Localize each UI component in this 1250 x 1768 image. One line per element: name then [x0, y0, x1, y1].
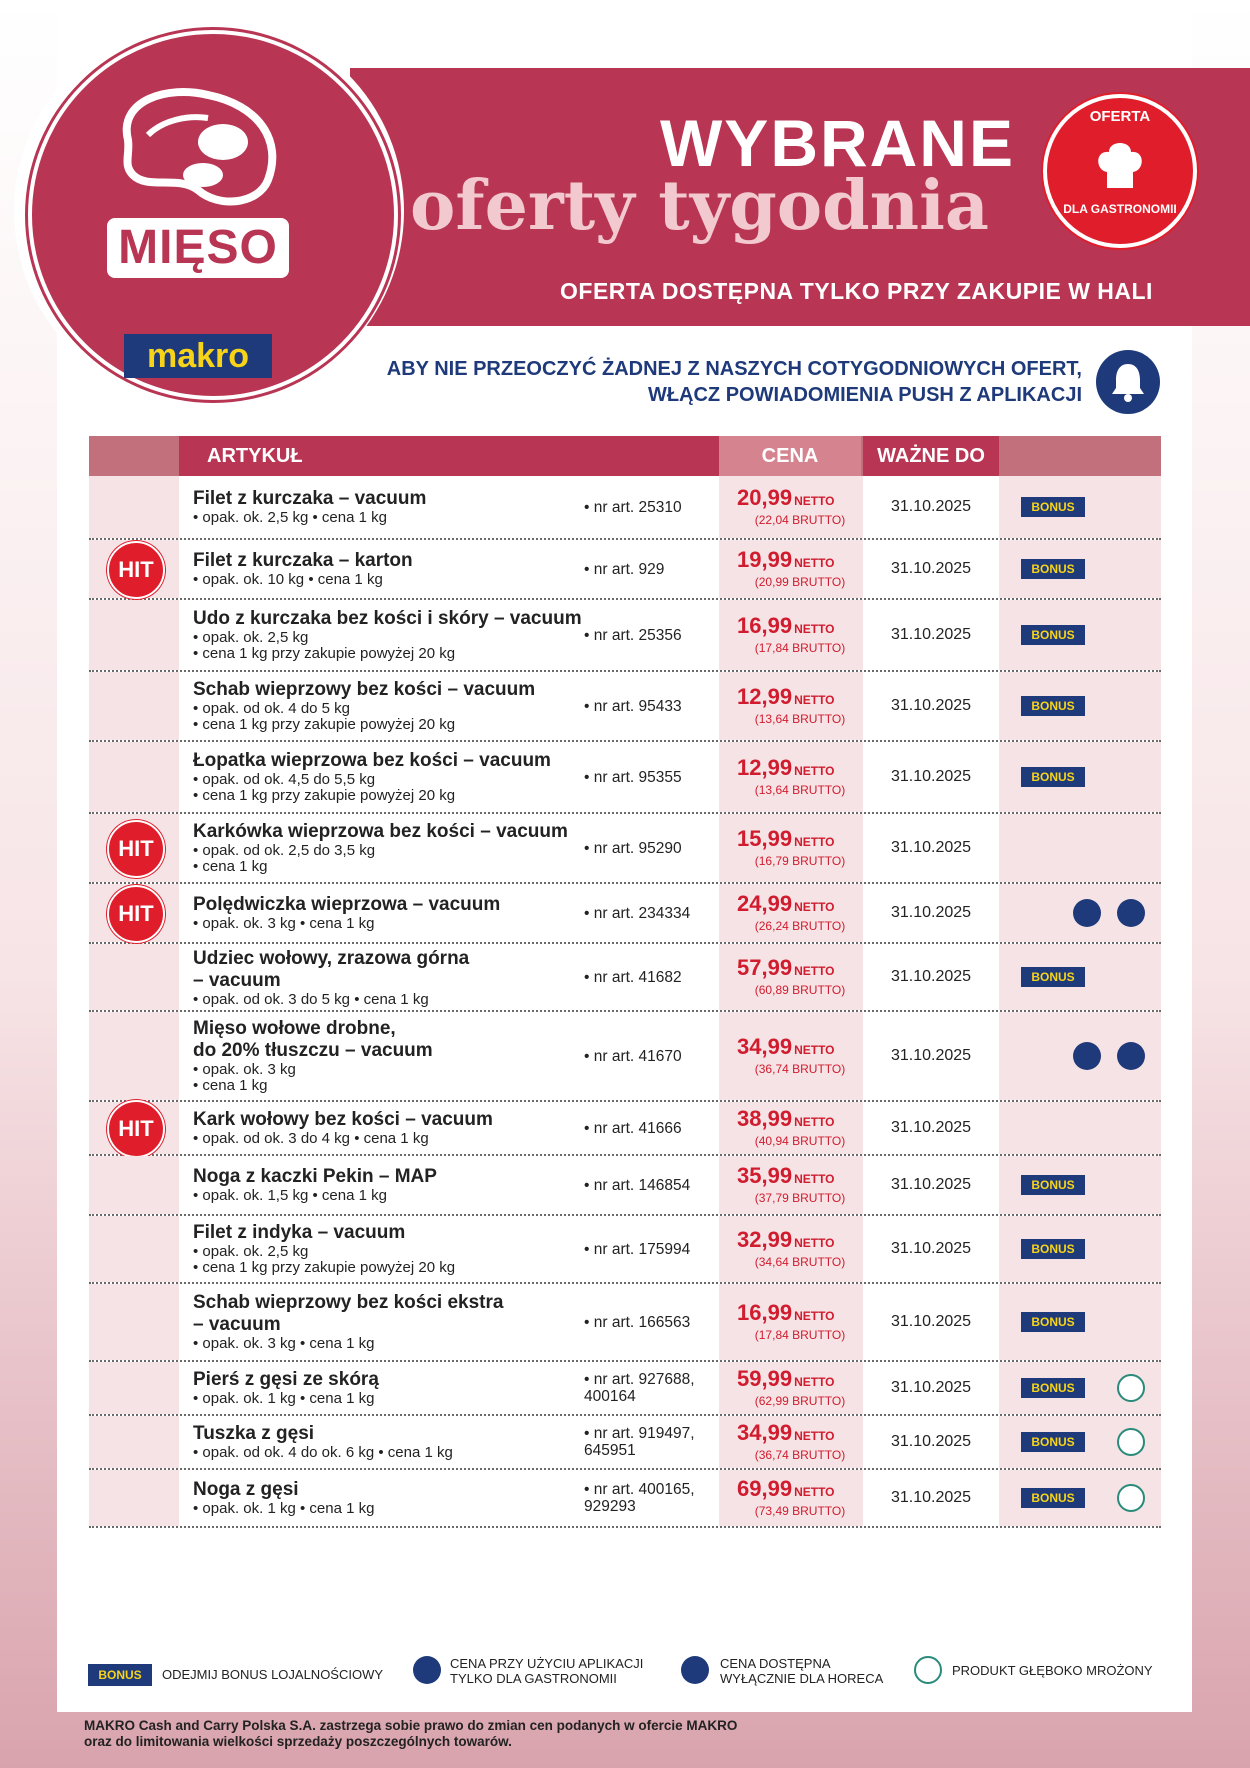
col-header-article: ARTYKUŁ	[179, 436, 719, 476]
valid-date: 31.10.2025	[890, 498, 972, 515]
product-detail: • opak. od ok. 4 do ok. 6 kg • cena 1 kg	[193, 1444, 453, 1461]
legend-app-line2: TYLKO DLA GASTRONOMII	[450, 1671, 617, 1686]
price-brutto: (36,74 BRUTTO)	[754, 1062, 846, 1076]
price-netto	[737, 1476, 867, 1502]
bonus-badge: BONUS	[1021, 967, 1085, 987]
table-row	[89, 1416, 1161, 1470]
meat-icon	[108, 80, 288, 210]
price-netto	[737, 547, 867, 573]
app-icon	[1073, 899, 1101, 927]
product-name: Filet z indyka – vacuum	[193, 1222, 406, 1243]
article-number: • nr art. 919497,	[584, 1425, 695, 1442]
price-brutto: (17,84 BRUTTO)	[754, 1328, 846, 1342]
table-row	[89, 944, 1161, 1012]
cell-bonus	[999, 1102, 1161, 1154]
product-detail-2: • cena 1 kg	[193, 1077, 268, 1094]
snowflake-icon	[1117, 1484, 1145, 1512]
title-line1: WYBRANE	[660, 106, 1015, 180]
valid-date: 31.10.2025	[890, 1379, 972, 1396]
hit-badge: HIT	[107, 885, 165, 943]
price-netto-value: 24,99	[737, 891, 793, 916]
cell-hit	[89, 944, 179, 1010]
legend-horeca-text	[720, 1656, 883, 1686]
price-netto	[737, 1106, 867, 1132]
product-name: Polędwiczka wieprzowa – vacuum	[193, 894, 501, 915]
price-netto	[737, 755, 867, 781]
netto-label: NETTO	[794, 1485, 835, 1499]
product-name: Filet z kurczaka – karton	[193, 550, 413, 571]
legend	[88, 1652, 1168, 1692]
article-number: • nr art. 95355	[584, 768, 682, 786]
product-name-line2: – vacuum	[193, 1314, 281, 1335]
price-netto-value: 69,99	[737, 1476, 793, 1501]
product-name: Noga z gęsi	[193, 1479, 299, 1500]
table-row	[89, 672, 1161, 742]
product-name: Kark wołowy bez kości – vacuum	[193, 1109, 493, 1130]
makro-logo: makro	[124, 334, 272, 378]
push-notice-line2: WŁĄCZ POWIADOMIENIA PUSH Z APLIKACJI	[647, 384, 1082, 406]
article-number: • nr art. 41682	[584, 968, 682, 986]
price-brutto: (16,79 BRUTTO)	[754, 854, 846, 868]
cell-hit	[89, 1362, 179, 1414]
price-brutto: (13,64 BRUTTO)	[754, 783, 846, 797]
netto-label: NETTO	[794, 556, 835, 570]
price-netto	[737, 1163, 867, 1189]
horeca-icon	[1117, 899, 1145, 927]
legend-app-text	[450, 1656, 643, 1686]
price-netto	[737, 826, 867, 852]
valid-date: 31.10.2025	[890, 904, 972, 921]
valid-date: 31.10.2025	[890, 839, 972, 856]
cell-hit	[89, 1012, 179, 1100]
bonus-badge: BONUS	[1021, 497, 1085, 517]
price-brutto: (62,99 BRUTTO)	[754, 1394, 846, 1408]
hit-badge: HIT	[107, 820, 165, 878]
table-row	[89, 476, 1161, 540]
legend-frozen-text: PRODUKT GŁĘBOKO MROŻONY	[952, 1663, 1153, 1678]
cell-hit	[89, 1156, 179, 1214]
valid-date: 31.10.2025	[890, 1240, 972, 1257]
article-number: • nr art. 95290	[584, 839, 682, 857]
product-detail: • opak. ok. 3 kg	[193, 1061, 296, 1078]
article-number: • nr art. 166563	[584, 1313, 691, 1331]
legend-horeca-line2: WYŁĄCZNIE DLA HORECA	[720, 1671, 884, 1686]
price-brutto: (73,49 BRUTTO)	[754, 1504, 846, 1518]
product-detail: • opak. od ok. 4,5 do 5,5 kg	[193, 771, 376, 788]
table-row	[89, 1470, 1161, 1528]
title-line2: oferty tygodnia	[410, 166, 989, 246]
article-number-2: 929293	[584, 1498, 636, 1515]
product-detail: • opak. ok. 3 kg • cena 1 kg	[193, 915, 375, 932]
push-notice-line1: ABY NIE PRZEOCZYĆ ŻADNEJ Z NASZYCH COTYGODNIOWYCH OFERT,	[386, 358, 1082, 380]
article-number: • nr art. 929	[584, 560, 665, 578]
price-brutto: (26,24 BRUTTO)	[754, 919, 846, 933]
price-netto-value: 19,99	[737, 547, 793, 572]
price-netto-value: 35,99	[737, 1163, 793, 1188]
category-label: MIĘSO	[107, 218, 289, 278]
legend-horeca-line1: CENA DOSTĘPNA	[720, 1656, 831, 1671]
col-header-valid: WAŻNE DO	[863, 436, 999, 476]
table-row	[89, 742, 1161, 814]
legend-bonus-badge: BONUS	[88, 1664, 152, 1686]
price-netto-value: 12,99	[737, 755, 793, 780]
bonus-badge: BONUS	[1021, 1239, 1085, 1259]
cell-bonus	[999, 814, 1161, 882]
app-icon	[1073, 1042, 1101, 1070]
product-name: Karkówka wieprzowa bez kości – vacuum	[193, 821, 568, 842]
product-detail: • opak. ok. 10 kg • cena 1 kg	[193, 571, 383, 588]
snowflake-icon	[914, 1656, 942, 1684]
price-brutto: (22,04 BRUTTO)	[754, 513, 846, 527]
bell-icon[interactable]	[1096, 350, 1160, 414]
horeca-icon	[1117, 1042, 1145, 1070]
product-name: Pierś z gęsi ze skórą	[193, 1369, 379, 1390]
price-netto	[737, 955, 867, 981]
price-netto-value: 38,99	[737, 1106, 793, 1131]
valid-date: 31.10.2025	[890, 968, 972, 985]
bonus-badge: BONUS	[1021, 1175, 1085, 1195]
table-row	[89, 540, 1161, 600]
bonus-badge: BONUS	[1021, 696, 1085, 716]
article-number: • nr art. 175994	[584, 1240, 691, 1258]
product-detail: • opak. ok. 2,5 kg	[193, 629, 309, 646]
push-notice	[300, 356, 1082, 408]
bonus-badge: BONUS	[1021, 1378, 1085, 1398]
price-netto	[737, 1034, 867, 1060]
price-netto-value: 57,99	[737, 955, 793, 980]
price-brutto: (34,64 BRUTTO)	[754, 1255, 846, 1269]
cell-hit	[89, 672, 179, 740]
price-brutto: (60,89 BRUTTO)	[754, 983, 846, 997]
product-name-line2: – vacuum	[193, 970, 281, 991]
price-brutto: (36,74 BRUTTO)	[754, 1448, 846, 1462]
bonus-badge: BONUS	[1021, 1432, 1085, 1452]
price-netto-value: 20,99	[737, 485, 793, 510]
valid-date: 31.10.2025	[890, 560, 972, 577]
gastronomy-badge-top: OFERTA	[1089, 108, 1151, 125]
netto-label: NETTO	[794, 1375, 835, 1389]
valid-date: 31.10.2025	[890, 1119, 972, 1136]
product-detail-2: • cena 1 kg przy zakupie powyżej 20 kg	[193, 716, 456, 733]
product-detail: • opak. od ok. 2,5 do 3,5 kg	[193, 842, 376, 859]
table-row	[89, 1156, 1161, 1216]
table-row	[89, 1284, 1161, 1362]
netto-label: NETTO	[794, 1043, 835, 1057]
netto-label: NETTO	[794, 900, 835, 914]
valid-date: 31.10.2025	[890, 1047, 972, 1064]
product-detail: • opak. ok. 2,5 kg	[193, 1243, 309, 1260]
valid-date: 31.10.2025	[890, 1433, 972, 1450]
product-detail: • opak. od ok. 3 do 4 kg • cena 1 kg	[193, 1130, 429, 1147]
snowflake-icon	[1117, 1428, 1145, 1456]
snowflake-icon	[1117, 1374, 1145, 1402]
table-row	[89, 1102, 1161, 1156]
table-row	[89, 884, 1161, 944]
valid-date: 31.10.2025	[890, 697, 972, 714]
bonus-badge: BONUS	[1021, 625, 1085, 645]
legend-app-line1: CENA PRZY UŻYCIU APLIKACJI	[450, 1656, 644, 1671]
price-netto-value: 34,99	[737, 1420, 793, 1445]
article-number: • nr art. 41666	[584, 1119, 682, 1137]
offer-table	[89, 436, 1161, 1528]
netto-label: NETTO	[794, 1429, 835, 1443]
table-row	[89, 1012, 1161, 1102]
valid-date: 31.10.2025	[890, 626, 972, 643]
gastronomy-badge-bottom: DLA GASTRONOMII	[1063, 202, 1177, 216]
bonus-badge: BONUS	[1021, 1488, 1085, 1508]
product-detail-2: • cena 1 kg	[193, 858, 268, 875]
price-netto-value: 15,99	[737, 826, 793, 851]
cell-hit	[89, 1470, 179, 1526]
netto-label: NETTO	[794, 1115, 835, 1129]
table-body	[89, 476, 1161, 1528]
product-detail: • opak. ok. 1 kg • cena 1 kg	[193, 1390, 375, 1407]
price-netto	[737, 1420, 867, 1446]
product-detail: • opak. od ok. 4 do 5 kg	[193, 700, 351, 717]
horeca-icon	[681, 1656, 709, 1684]
price-netto	[737, 485, 867, 511]
table-row	[89, 1216, 1161, 1284]
price-netto	[737, 613, 867, 639]
product-detail: • opak. od ok. 3 do 5 kg • cena 1 kg	[193, 991, 429, 1008]
bonus-badge: BONUS	[1021, 559, 1085, 579]
product-name: Mięso wołowe drobne,	[193, 1018, 396, 1039]
price-brutto: (13,64 BRUTTO)	[754, 712, 846, 726]
article-number-2: 400164	[584, 1388, 636, 1405]
article-number: • nr art. 146854	[584, 1176, 691, 1194]
price-netto	[737, 1227, 867, 1253]
table-row	[89, 814, 1161, 884]
table-row	[89, 1362, 1161, 1416]
article-number-2: 645951	[584, 1442, 636, 1459]
netto-label: NETTO	[794, 964, 835, 978]
table-header	[89, 436, 1161, 476]
netto-label: NETTO	[794, 1172, 835, 1186]
product-name: Schab wieprzowy bez kości ekstra	[193, 1292, 504, 1313]
product-name: Tuszka z gęsi	[193, 1423, 315, 1444]
cell-hit	[89, 742, 179, 812]
disclaimer-line1: MAKRO Cash and Carry Polska S.A. zastrzega sobie prawo do zmian cen podanych w ofercie MAKRO	[84, 1718, 738, 1733]
product-name: Noga z kaczki Pekin – MAP	[193, 1166, 437, 1187]
article-number: • nr art. 927688,	[584, 1371, 695, 1388]
product-detail: • opak. ok. 1 kg • cena 1 kg	[193, 1500, 375, 1517]
price-brutto: (20,99 BRUTTO)	[754, 575, 846, 589]
price-netto-value: 59,99	[737, 1366, 793, 1391]
article-number: • nr art. 234334	[584, 904, 691, 922]
disclaimer-line2: oraz do limitowania wielkości sprzedaży poszczególnych towarów.	[84, 1734, 512, 1749]
hit-badge: HIT	[107, 1100, 165, 1158]
article-number: • nr art. 400165,	[584, 1481, 695, 1498]
cell-hit	[89, 476, 179, 538]
price-brutto: (17,84 BRUTTO)	[754, 641, 846, 655]
article-number: • nr art. 95433	[584, 697, 682, 715]
price-netto	[737, 1300, 867, 1326]
gastronomy-badge	[1043, 94, 1197, 248]
price-netto-value: 34,99	[737, 1034, 793, 1059]
price-netto	[737, 684, 867, 710]
cell-hit	[89, 1284, 179, 1360]
product-detail-2: • cena 1 kg przy zakupie powyżej 20 kg	[193, 645, 456, 662]
disclaimer	[84, 1718, 737, 1750]
cell-hit	[89, 1416, 179, 1468]
netto-label: NETTO	[794, 494, 835, 508]
price-brutto: (40,94 BRUTTO)	[754, 1134, 846, 1148]
product-name: Schab wieprzowy bez kości – vacuum	[193, 679, 536, 700]
product-detail: • opak. ok. 1,5 kg • cena 1 kg	[193, 1187, 387, 1204]
hit-badge: HIT	[107, 541, 165, 599]
price-netto-value: 16,99	[737, 613, 793, 638]
netto-label: NETTO	[794, 693, 835, 707]
netto-label: NETTO	[794, 764, 835, 778]
product-name-line2: do 20% tłuszczu – vacuum	[193, 1040, 433, 1061]
article-number: • nr art. 25310	[584, 498, 682, 516]
price-netto	[737, 891, 867, 917]
price-netto-value: 16,99	[737, 1300, 793, 1325]
netto-label: NETTO	[794, 1236, 835, 1250]
cell-hit	[89, 1216, 179, 1282]
product-detail: • opak. ok. 2,5 kg • cena 1 kg	[193, 509, 387, 526]
product-detail: • opak. ok. 3 kg • cena 1 kg	[193, 1335, 375, 1352]
bonus-badge: BONUS	[1021, 767, 1085, 787]
netto-label: NETTO	[794, 1309, 835, 1323]
legend-bonus-text: ODEJMIJ BONUS LOJALNOŚCIOWY	[162, 1667, 384, 1682]
chef-hat-icon	[1095, 136, 1145, 196]
article-number: • nr art. 25356	[584, 626, 682, 644]
article-number: • nr art. 41670	[584, 1047, 682, 1065]
valid-date: 31.10.2025	[890, 768, 972, 785]
product-name: Filet z kurczaka – vacuum	[193, 488, 427, 509]
bonus-badge: BONUS	[1021, 1312, 1085, 1332]
header-subtitle: OFERTA DOSTĘPNA TYLKO PRZY ZAKUPIE W HALI	[560, 278, 1153, 304]
app-icon	[413, 1656, 441, 1684]
cell-hit	[89, 600, 179, 670]
valid-date: 31.10.2025	[890, 1176, 972, 1193]
product-detail-2: • cena 1 kg przy zakupie powyżej 20 kg	[193, 1259, 456, 1276]
netto-label: NETTO	[794, 622, 835, 636]
product-name: Udo z kurczaka bez kości i skóry – vacuum	[193, 608, 582, 629]
table-row	[89, 600, 1161, 672]
price-netto-value: 32,99	[737, 1227, 793, 1252]
col-header-price: CENA	[719, 436, 861, 476]
price-netto	[737, 1366, 867, 1392]
price-brutto: (37,79 BRUTTO)	[754, 1191, 846, 1205]
product-name: Łopatka wieprzowa bez kości – vacuum	[193, 750, 551, 771]
valid-date: 31.10.2025	[890, 1313, 972, 1330]
price-netto-value: 12,99	[737, 684, 793, 709]
product-name: Udziec wołowy, zrazowa górna	[193, 948, 470, 969]
valid-date: 31.10.2025	[890, 1489, 972, 1506]
netto-label: NETTO	[794, 835, 835, 849]
product-detail-2: • cena 1 kg przy zakupie powyżej 20 kg	[193, 787, 456, 804]
